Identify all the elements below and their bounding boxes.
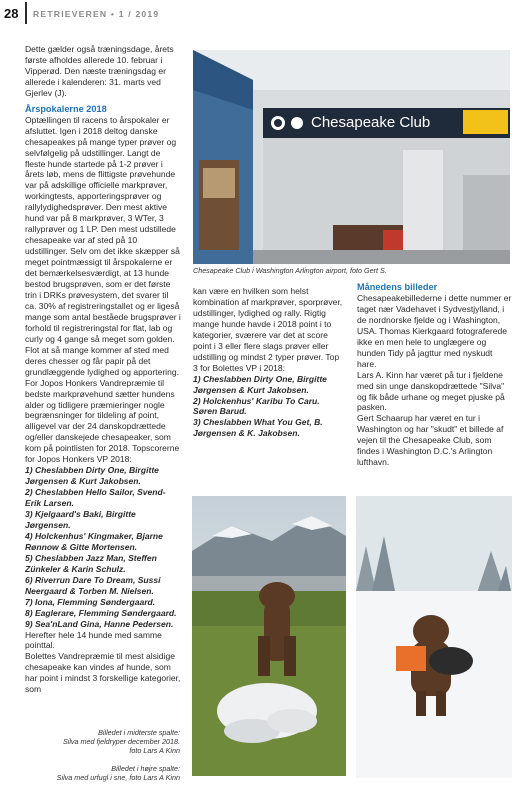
section-heading-arspokalerne: Årspokalerne 2018 [25, 103, 107, 114]
column-1 [25, 44, 181, 695]
right-photo-caption [25, 764, 180, 782]
mid-photo-caption [25, 728, 180, 755]
intro-text: Dette gælder også træningsdage, årets første afholdes allerede 10. februar i Vipperød. Den næste træningsdag er allerede i kalenderen: 31. marts ved Gjerlev (J). [25, 44, 174, 98]
airport-sign-text: Chesapeake Club [311, 114, 431, 131]
page-number: 28 [4, 6, 19, 21]
ranking-item: 1) Cheslabben Dirty One, Birgitte Jørgensen & Kurt Jakobsen. [25, 465, 159, 487]
ranking-item: 6) Riverrun Dare To Dream, Sussi Neergaard & Torben M. Nielsen. [25, 574, 161, 596]
caption-line: Billedet i midterste spalte: [98, 728, 180, 737]
body-paragraph: Chesapeakebillederne i dette nummer er taget nær Vadehavet i Sydvestjylland, i de nordnorske fjelde og i Washington, USA. Thomas Kierkgaard fotograferede ikke en men hele to unglægere og hunden Tidy på jagttur med nyskudt hare. [357, 292, 512, 369]
body-paragraph: Lars A. Kinn har været på tur i fjeldene med sin unge danskopdrættede "Silva" og fik både urhane og meget pjuske på pasken. [357, 369, 505, 413]
ranking-item: 4) Holckenhus' Kingmaker, Bjarne Rønnow & Gitte Mortensen. [25, 530, 163, 552]
section-heading-manedens-billeder: Månedens billeder [357, 282, 438, 292]
caption-line: Silva med urfugl i sne, foto Lars A Kinn [56, 773, 180, 782]
ranking-item: 7) Iona, Flemming Søndergaard. [25, 596, 156, 607]
ranking-item: 8) Eaglerare, Flemming Søndergaard. [25, 607, 177, 618]
caption-line: Billedet i højre spalte: [111, 764, 180, 773]
ranking-item: 9) Sea'nLand Gina, Hanne Pedersen. [25, 618, 174, 629]
ranking-item: 3) Kjelgaard's Baki, Birgitte Jørgensen. [25, 509, 136, 530]
ranking-item: 1) Cheslabben Dirty One, Birgitte Jørgensen & Kurt Jakobsen. [193, 373, 327, 395]
airport-photo-caption: Chesapeake Club i Washington Arlington airport, foto Gert S. [193, 266, 387, 275]
body-paragraph: Bolettes Vandrepræmie til mest alsidige chesapeake kan vindes af hunde, som har point i mindst 3 forskellige kategorier, som [25, 651, 181, 695]
dog-in-snow-photo [356, 496, 512, 778]
caption-line: Silva med fjeldryper december 2018. [62, 737, 180, 746]
ranking-item: 5) Cheslabben Jazz Man, Steffen Zünkeler & Karin Schulz. [25, 552, 157, 574]
ranking-item: 3) Cheslabben What You Get, B. Jørgensen & K. Jakobsen. [193, 417, 323, 439]
dog-with-ptarmigan-photo [192, 496, 346, 776]
column-3 [357, 282, 512, 468]
body-paragraph: Herefter hele 14 hunde med samme pointtal. [25, 629, 162, 651]
caption-line: foto Lars A Kinn [129, 746, 180, 755]
page-header [0, 0, 530, 26]
chesapeake-club-airport-photo [193, 50, 510, 264]
column-2 [193, 286, 345, 439]
body-paragraph: For Jopos Honkers Vandrepræmie til bedste markprøvehund sætter hundens alder og tidligere præmieringer nogle begrænsninger for tildeling af point, alligevel var der 24 danskopdrættede og/eller danskejede chesapeaker, som kom på pointlisten for 2018. Topscorerne for Jopos Honkers VP 2018: [25, 377, 180, 465]
body-paragraph: Optællingen til racens to årspokaler er afsluttet. Igen i 2018 deltog danske chesapeakes på mange typer prøver og selvfølgelig på udstillinger. Langt de fleste hunde startede på 1-2 prøver i årets løb, mens de flittigste prøvehunde var på adskillige officielle markprøver, workingtests, apporteringsprøver og rallylydighedsprøver. Den mest aktive hund var på 8 markprøver, 3 WTer, 3 rallyprøver og 1 LP. Den mest udstillede chesapeake var af sted på 10 udstillinger. Selv om det ikke skæpper så meget pointmæssigt til årspokalerne er det bemærkelsesværdigt, at 13 hunde bestod brugsprøven, som er det første trin i DRKs prøvesystem, det svarer til ca. 30% af registreringstallet og er ligeså mange som antal beståede brugsprøver i forhold til registreringstal for flat, lab og curly og 4 gange så meget som golden. Flot at så mange kommer af sted med deres chesser og får papir på det grundlæggende lydighed og apportering. [25, 114, 181, 377]
header-divider [25, 2, 27, 24]
ranking-item: 2) Cheslabben Hello Sailor, Svend-Erik Larsen. [25, 487, 166, 509]
ranking-item: 2) Holckenhus' Karibu To Caru. Søren Barud. [193, 395, 320, 417]
body-paragraph: Gert Schaarup har været en tur i Washington og har "skudt" et billede af vejen til the Chesapeake Club, som findes i Washington D.C.'s Arlington lufthavn. [357, 413, 504, 468]
magazine-title: RETRIEVEREN • 1 / 2019 [33, 9, 160, 19]
body-paragraph: kan være en hvilken som helst kombination af markprøver, sporprøver, udstillinger, lydighed og rally. Rigtig mange hunde havde i 2018 point i to kategorier, sværere var det at score point i 3 eller flere slags prøver eller udstilling og mindst 2 typer prøver. Top 3 for Bolettes VP i 2018: [193, 286, 343, 373]
